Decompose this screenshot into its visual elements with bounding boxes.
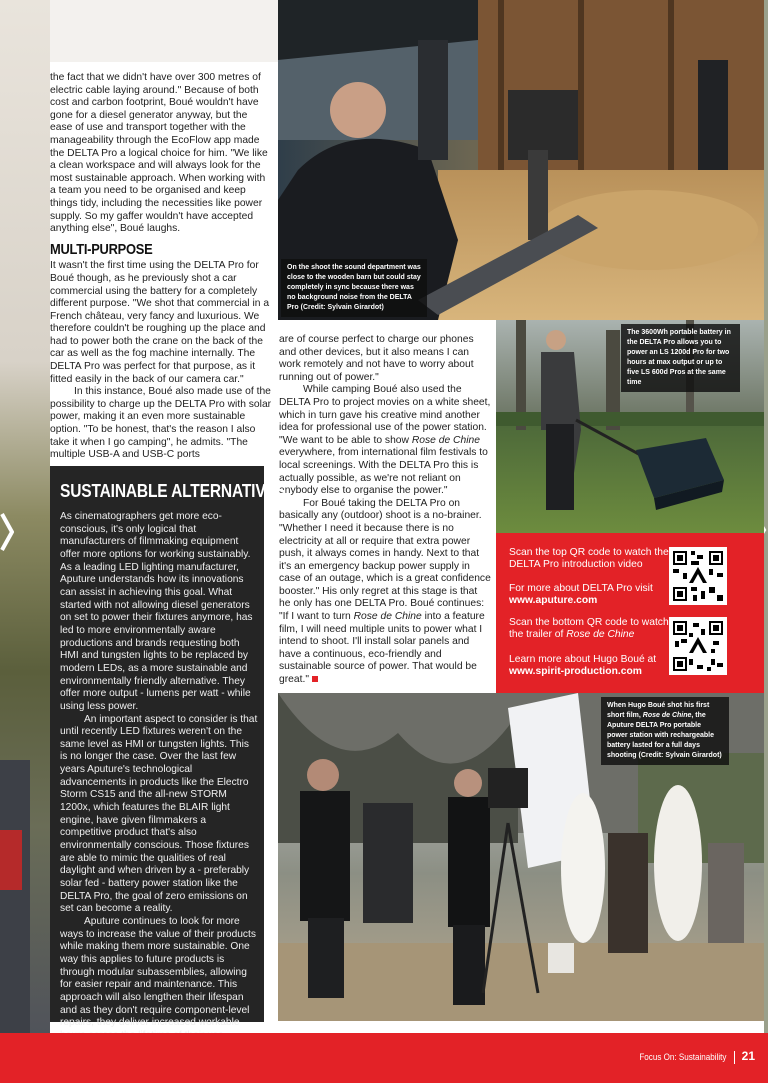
spirit-production-link[interactable]: www.spirit-production.com [509,666,642,678]
qr-top-text: Scan the top QR code to watch the DELTA Pro introduction video [509,547,669,571]
delta-pro-link-text: For more about DELTA Pro visit www.aputure.com [509,583,653,607]
top-left-background [50,0,278,62]
aputure-link[interactable]: www.aputure.com [509,595,598,607]
footer-separator [734,1051,735,1064]
caption-top-photo: On the shoot the sound department was close to the wooden barn but could stay completely in sync because there was no background noise from the DELTA Pro (Credit: Sylvain Girardot) [281,259,427,317]
footer-section-label: Focus On: Sustainability [638,1052,726,1063]
column-1-top-text [50,72,272,462]
col2-paragraph-3: For Boué taking the DELTA Pro on basically any (outdoor) shoot is a no-brainer. "Whether I need it because there is no electricity at all or require that extra power push, it always comes in handy. Next to that it's an emergency backup power supply in case of an outage, which is a great confidence booster." His only regret at this stage is that he only has one DELTA Pro. Boué continues: "If I want to turn Rose de Chine into a feature film, I will need multiple units to power what I intend to shoot. I'll install solar panels and have a continuous, eco-friendly and sustainable source of power. That would be great." [279,497,491,686]
end-mark-icon [312,676,318,682]
col2-paragraph-1: are of course perfect to charge our phones and other devices, but it also means I can work remotely and not have to worry about running out of power." [279,334,474,383]
sidebar-title: SUSTAINABLE ALTERNATIVES [60,480,286,501]
caption-right-photo: The 3600Wh portable battery in the DELTA Pro allows you to power an LS 1200d Pro for two hours at max output or up to five LS 600d Pros at the same time [621,324,740,392]
hugo-boue-link-text: Learn more about Hugo Boué at www.spirit-production.com [509,654,657,678]
qr-code-top-icon[interactable] [669,547,727,605]
sidebar-body [60,511,258,1043]
sidebar-paragraph-3: Aputure continues to look for more ways to increase the value of their products while making them more sustainable. One way this applies to future products is through modular subassemblies, allowing for easier repair and maintenance. This approach will also lengthen their lifespan and as they don't require component-level repairs, they deliver increased workable [60,916,258,1043]
left-chevron-icon [0,510,14,570]
qr-code-bottom-icon[interactable] [669,617,727,675]
col2-paragraph-2: While camping Boué also used the DELTA Pro to project movies on a white sheet, which in turn gave his creative mind another idea for professional use of the power station. "We want to be able to show Rose de Chine everywhere, from international film festivals to local screenings. With the DELTA Pro this is actually possible, as we're not reliant on anybody else to organise the power." [279,384,491,497]
multi-purpose-paragraph-1: It wasn't the first time using the DELTA Pro for Boué though, as he previously shot a car commercial using the battery for a completely different purpose. "We shot that commercial in a French château, very fancy and luxurious. We therefore couldn't be roughing up the place and had to power both the crane on the back of the car as well as the fog machine internally. The DELTA Pro was perfect for that purpose, as it fitted easily in the back of our camera car." [50,260,270,385]
page-footer [0,1033,768,1083]
qr-bottom-text: Scan the bottom QR code to watch the trailer of Rose de Chine [509,617,669,641]
sidebar-paragraph-1: As cinematographers get more eco-conscious, it's only logical that manufacturers of filmmaking equipment offer more options for working sustainably. As a leading LED lighting manufacturer, Aputure understands how its innovations can assist in achieving this goal. What started with not allowing diesel generators on set to power their fixtures anymore, has led to more environmentally aware productions and brands requesting both HMI and tungsten lights to be replaced by modern LEDs, as a more sustainable and environmentally friendly alternative. They offer more output - lumens per watt - while using less power. [60,511,253,712]
column-2-text [279,334,491,687]
multi-purpose-heading: MULTI-PURPOSE [50,240,153,258]
sustainable-alternatives-sidebar [50,466,286,1029]
qr-info-box [496,533,764,693]
caption-bottom-photo: When Hugo Boué shot his first short film, Rose de Chine, the Aputure DELTA Pro portable power station with rechargeable battery lasted for a full days shooting (Credit: Sylvain Girardot) [601,697,729,765]
intro-paragraph: the fact that we didn't have over 300 metres of electric cable laying around." Because of both cost and carbon footprint, Boué wouldn't have gone for a diesel generator anyway, but the ease of use and transport together with the manageability through the EcoFlow app made the DELTA Pro a logical choice for him. "We like a clean workspace and will always look for the most sustainable approach. When working with a team you need to be organised and keep things tidy, including the necessities like power supply. So my gaffer wouldn't have accepted anything else", Boué laughs. [50,72,268,235]
multi-purpose-paragraph-2: In this instance, Boué also made use of the possibility to charge up the DELTA Pro with solar power, making it an even more sustainable option. "To be honest, that's the reason I also take it when I go camping", he admits. "The multiple USB-A and USB-C ports [50,386,272,461]
sidebar-paragraph-2: An important aspect to consider is that until recently LED fixtures weren't on the same level as HMI or tungsten lights. This is no longer the case. Over the last few years Aputure's technological advancements in products like the Electro Storm CS15 and the all-new STORM 1200x, which features the BLAIR light engine, have given filmmakers a competitive product that's also environmentally conscious. Those fixtures are able to mimic the qualities of real daylight and when driven by a - preferably solar fed - battery power station like the DELTA Pro, the goal of zero emissions on set can become a reality. [60,713,258,915]
page-number: 21 [741,1049,755,1063]
